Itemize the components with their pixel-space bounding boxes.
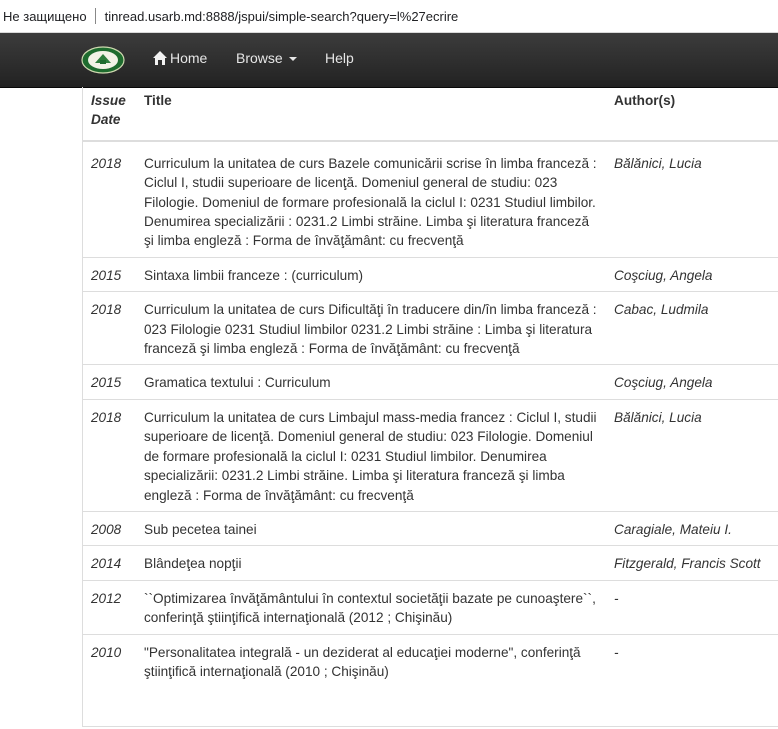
url-text[interactable]: tinread.usarb.md:8888/jspui/simple-search?query=l%27ecrire [104, 8, 459, 24]
navbar [0, 33, 778, 88]
table-header-row [83, 87, 778, 141]
table-row [83, 141, 778, 258]
nav-home[interactable] [152, 50, 207, 66]
row-author: - [606, 634, 778, 687]
address-divider [95, 8, 96, 24]
row-author-link[interactable]: Fitzgerald, Francis Scott [606, 546, 778, 580]
row-date: 2010 [83, 634, 136, 687]
row-author-link[interactable]: Coşciug, Angela [606, 257, 778, 291]
row-date: 2015 [83, 257, 136, 291]
row-title-link[interactable]: Sintaxa limbii franceze : (curriculum) [136, 257, 606, 291]
row-title-link[interactable]: Sub pecetea tainei [136, 511, 606, 545]
table-row [83, 511, 778, 545]
row-date: 2014 [83, 546, 136, 580]
header-issue-date[interactable] [83, 87, 136, 141]
address-bar[interactable] [0, 0, 778, 33]
table-row [83, 580, 778, 634]
row-date: 2008 [83, 511, 136, 545]
row-title-link[interactable]: Curriculum la unitatea de curs Dificultăţi în traducere din/în limba franceză : 023 Filologie 0231 Studiul limbilor 0231.2 Limbi străine : Limba şi literatura franceză şi limba engleză : Forma de învăţământ: cu frecvenţă [136, 292, 606, 365]
row-title-link[interactable]: Gramatica textului : Curriculum [136, 365, 606, 399]
row-date: 2018 [83, 399, 136, 511]
row-date: 2018 [91, 155, 122, 171]
results-table-container [82, 87, 778, 727]
row-author-link[interactable]: Bălănici, Lucia [614, 155, 702, 171]
results-table [83, 87, 778, 687]
row-author-link[interactable]: Caragiale, Mateiu I. [606, 511, 778, 545]
row-date: 2018 [83, 292, 136, 365]
caret-down-icon [289, 57, 297, 61]
table-row [83, 292, 778, 365]
security-status[interactable]: Не защищено [3, 8, 87, 24]
nav-browse-label: Browse [236, 50, 283, 66]
nav-help-label: Help [325, 50, 354, 66]
table-row [83, 399, 778, 511]
row-author-link[interactable]: Bălănici, Lucia [606, 399, 778, 511]
nav-help[interactable] [325, 50, 354, 66]
row-title-link[interactable]: "Personalitatea integrală - un deziderat al educaţiei moderne", conferinţă ştiinţifică internaţională (2010 ; Chişinău) [136, 634, 606, 687]
home-icon [152, 50, 168, 66]
table-row [83, 257, 778, 291]
nav-home-label: Home [170, 50, 208, 66]
row-author-link[interactable]: Cabac, Ludmila [606, 292, 778, 365]
header-title[interactable]: Title [136, 87, 606, 141]
table-row [83, 546, 778, 580]
header-date-label: Date [91, 112, 121, 128]
site-logo[interactable] [81, 45, 125, 75]
row-author: - [606, 580, 778, 634]
table-row [83, 634, 778, 687]
row-date: 2012 [83, 580, 136, 634]
header-issue-label: Issue [91, 93, 126, 108]
row-title-link[interactable]: Curriculum la unitatea de curs Limbajul mass-media francez : Ciclul I, studii superioare de licenţă. Domeniul general de studiu: 023 Filologie. Domeniul de formare profesională la ciclul I: 0231 Studiul limbilor. Denumirea specializării: 0231.2 Limbi străine. Limba şi literatura franceză şi limba engleză : Forma de învăţământ: cu frecvenţă [136, 399, 606, 511]
header-authors[interactable]: Author(s) [606, 87, 778, 141]
row-title-link[interactable]: ``Optimizarea învăţământului în contextul societăţii bazate pe cunoaştere``, conferinţă ştiinţifică internaţională (2012 ; Chişinău) [136, 580, 606, 634]
row-author-link[interactable]: Coşciug, Angela [606, 365, 778, 399]
table-row [83, 365, 778, 399]
nav-browse-dropdown[interactable] [236, 50, 297, 66]
row-date: 2015 [83, 365, 136, 399]
row-title-link[interactable]: Blândeţea nopţii [136, 546, 606, 580]
row-title-link[interactable]: Curriculum la unitatea de curs Bazele comunicării scrise în limba franceză : Ciclul I, studii superioare de licenţă. Domeniul general de studiu: 023 Filologie. Domeniul de formare profesională la ciclul I: 0231 Studiul limbilor. Denumirea specializării : 0231.2 Limbi străine. Limba şi literatura franceză şi limba engleză : Forma de învăţământ: cu frecvenţă [144, 155, 597, 249]
